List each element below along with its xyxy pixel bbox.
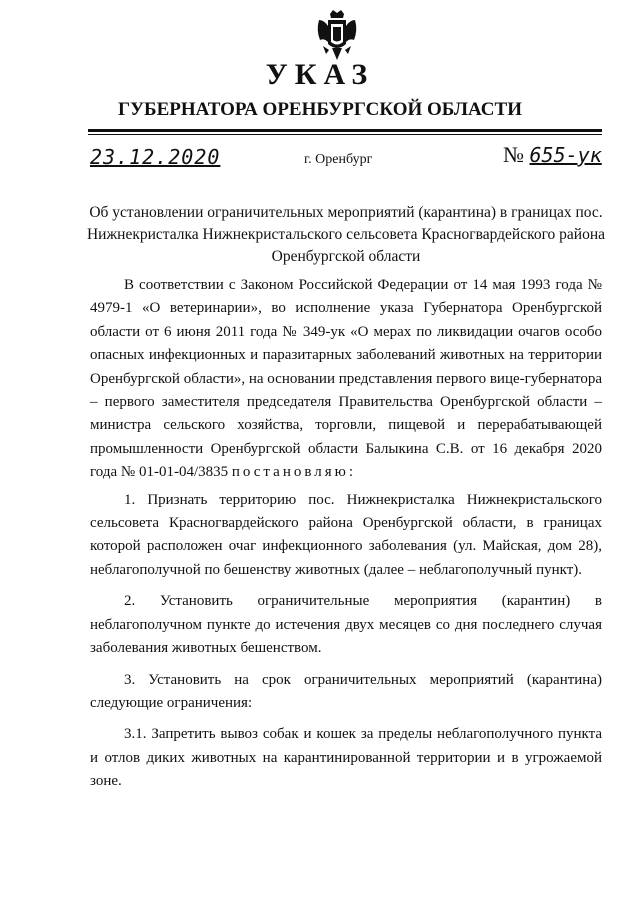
number-value: 655-ук	[529, 143, 602, 167]
clause-3-1: 3.1. Запретить вывоз собак и кошек за пределы неблагополучного пункта и отлов диких животных на карантинированной территории и в угрожаемой зоне.	[90, 726, 602, 790]
clause-2: 2. Установить ограничительные мероприятия (карантин) в неблагополучном пункте до истечения двух месяцев со дня последнего случая заболевания животных бешенством.	[90, 593, 602, 657]
clause-1: 1. Признать территорию пос. Нижнекристалка Нижнекристальского сельсовета Красногвардейского района Оренбургской области, в границах которой расположен очаг инфекционного заболевания (ул. Майская, дом 28), неблагополучной по бешенству животных (далее – неблагополучный пункт).	[90, 491, 602, 578]
document-subtitle: ГУБЕРНАТОРА ОРЕНБУРГСКОЙ ОБЛАСТИ	[118, 99, 522, 120]
decree-city: г. Оренбург	[304, 152, 373, 167]
header-rule-thin	[88, 134, 602, 135]
header-rule-thick	[88, 129, 602, 132]
preamble-paragraph	[90, 274, 602, 485]
decree-heading: Об установлении ограничительных мероприятий (карантина) в границах пос. Нижнекристалка Нижнекристальского сельсовета Красногвардейского района Оренбургской области	[86, 204, 606, 265]
decree-word: постановляю:	[231, 464, 356, 481]
preamble-text: В соответствии с Законом Российской Федерации от 14 мая 1993 года № 4979-1 «О ветеринарии», во исполнение указа Губернатора Оренбургской области от 6 июня 2011 года № 349-ук «О мерах по ликвидации очагов особо опасных инфекционных и паразитарных заболеваний животных на территории Оренбургской области», на основании представления первого вице-губернатора – первого заместителя председателя Правительства Оренбургской области – министра сельского хозяйства, торговли, пищевой и перерабатывающей промышленности Оренбургской области Балыкина С.В. от 16 декабря 2020 года № 01-01-04/3835	[90, 277, 602, 481]
clause-3: 3. Установить на срок ограничительных мероприятий (карантина) следующие ограничения:	[90, 671, 602, 711]
decree-date: 23.12.2020	[90, 145, 221, 169]
number-sign: №	[503, 142, 524, 167]
decree-number	[503, 142, 602, 168]
document-title: УКАЗ	[265, 58, 375, 91]
decree-body	[90, 274, 602, 802]
coat-of-arms-icon	[314, 8, 360, 64]
